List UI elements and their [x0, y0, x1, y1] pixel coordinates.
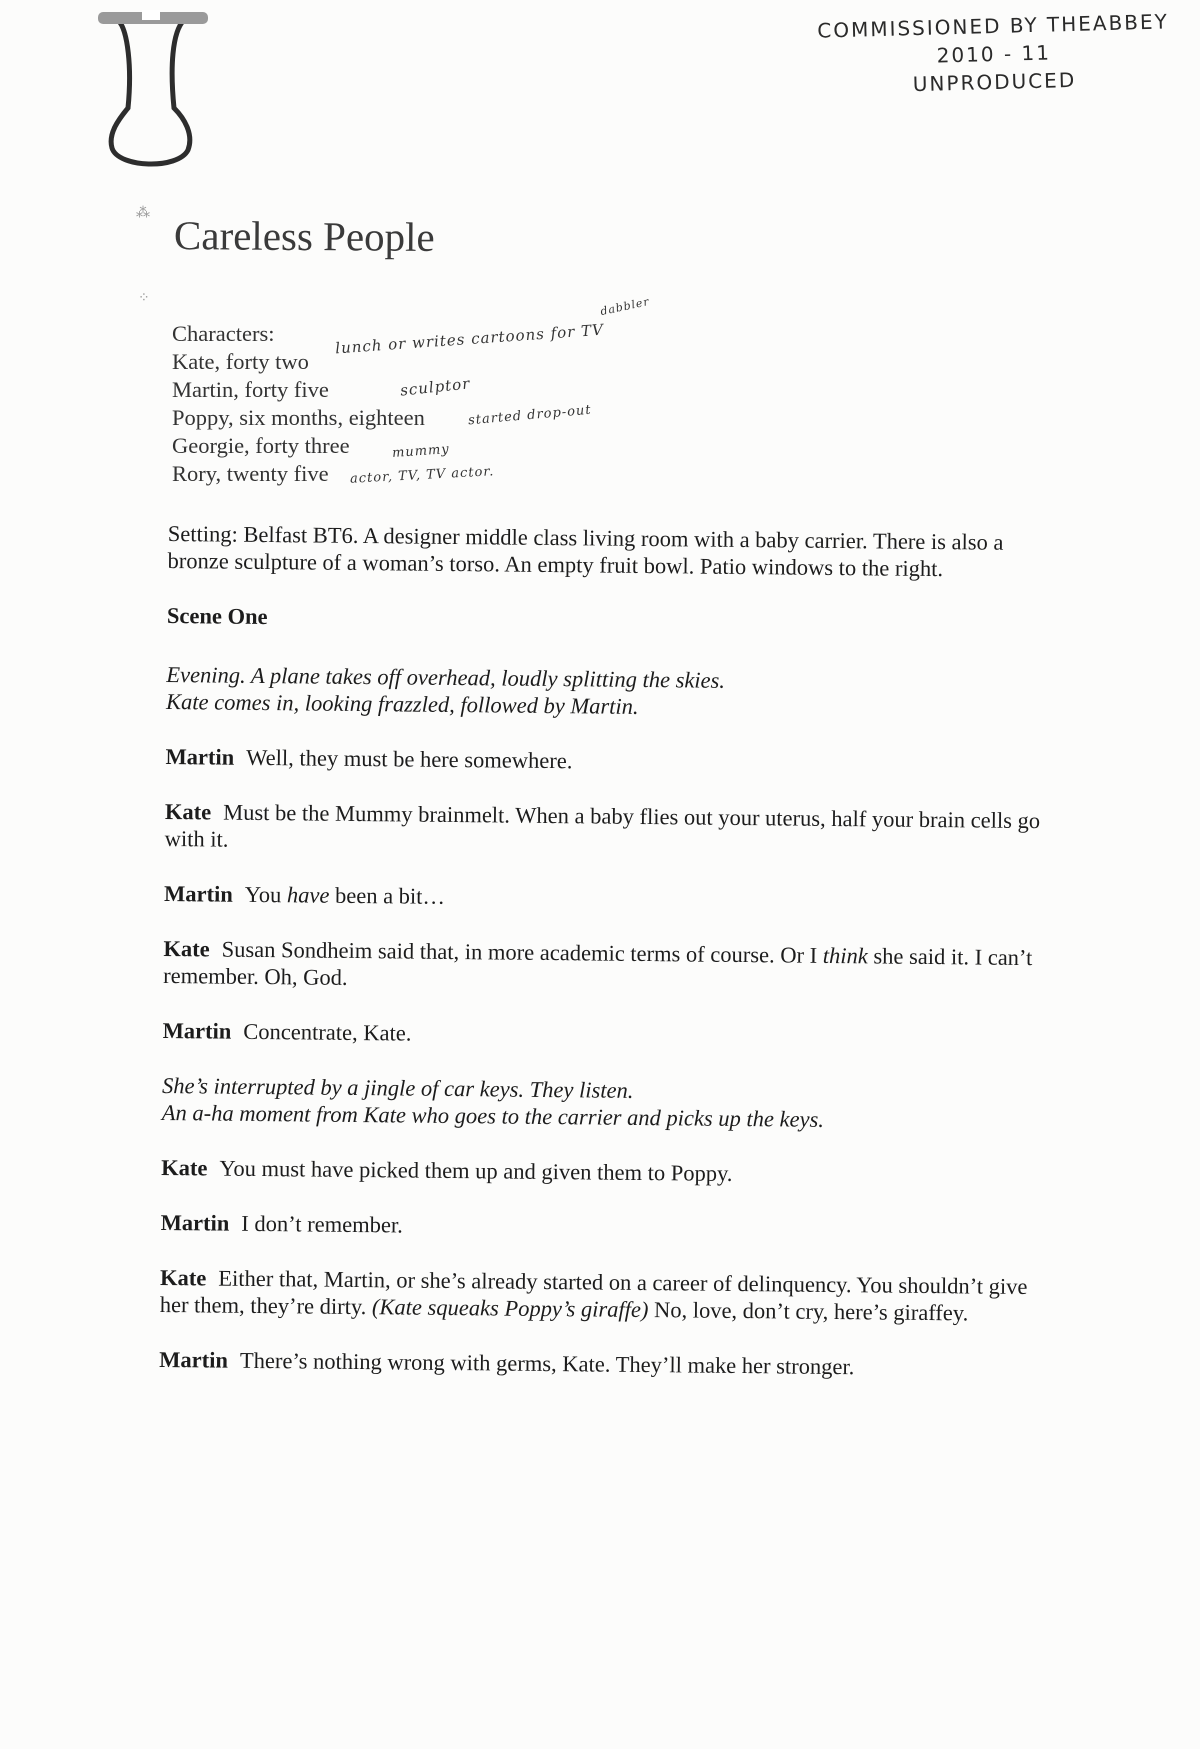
speaker-name: Martin [162, 1017, 232, 1044]
handwritten-note-kate: lunch or writes cartoons for TV [334, 320, 605, 358]
stage-line: An a-ha moment from Kate who goes to the carrier and picks up the keys. [161, 1099, 825, 1132]
dialogue-line [164, 880, 1064, 916]
commission-line: COMMISSIONED BY THEABBEY [817, 9, 1170, 43]
script-body [159, 520, 1068, 1410]
handwritten-commission-note [817, 7, 1171, 100]
speaker-name: Kate [161, 1154, 208, 1181]
character-poppy: Poppy, six months, eighteen [172, 405, 425, 430]
dialogue-text: You must have picked them up and given them to Poppy. [219, 1155, 733, 1186]
dialogue-line [159, 1346, 1059, 1382]
handwritten-note-georgie: mummy [391, 442, 451, 461]
dialogue-text: been a bit… [329, 882, 446, 909]
dialogue-text: Must be the Mummy brainmelt. When a baby flies out your uterus, half your brain cells go with it. [164, 799, 1041, 852]
dialogue-text: You [244, 881, 288, 908]
character-rory: Rory, twenty five [172, 461, 329, 486]
dialogue-text: Concentrate, Kate. [243, 1018, 412, 1046]
dialogue-text: Susan Sondheim said that, in more academic terms of course. Or I [221, 936, 823, 968]
speaker-name: Martin [159, 1346, 229, 1373]
dialogue-line [161, 1154, 1061, 1190]
emphasis: think [822, 942, 868, 969]
dialogue-line [160, 1264, 1061, 1327]
speaker-name: Kate [164, 798, 212, 825]
dialogue-text: No, love, don’t cry, here’s giraffey. [648, 1297, 969, 1326]
dialogue-text: I don’t remember. [241, 1210, 403, 1238]
stage-line: She’s interrupted by a jingle of car keys. They listen. [161, 1072, 634, 1103]
setting-paragraph: Setting: Belfast BT6. A designer middle class living room with a baby carrier. There is also a bronze sculpture of a woman’s torso. An empty fruit bowl. Patio windows to the right. [167, 520, 1004, 582]
scan-speck: ⁂ [136, 206, 150, 221]
emphasis: have [286, 882, 330, 908]
dialogue-text: Well, they must be here somewhere. [246, 744, 573, 774]
paper-clip-icon [98, 8, 208, 178]
page-title: Careless People [173, 212, 435, 260]
character-kate: Kate, forty two [172, 349, 309, 374]
scan-speck: ⁘ [138, 291, 150, 306]
dialogue-line [161, 1209, 1061, 1245]
dialogue-text: she said it. I can’t remember. Oh, God. [163, 943, 1033, 990]
stage-line: Evening. A plane takes off overhead, loudly splitting the skies. [166, 661, 726, 693]
speaker-name: Kate [163, 935, 210, 962]
unproduced-line: UNPRODUCED [912, 67, 1077, 97]
character-georgie: Georgie, forty three [172, 433, 350, 458]
stage-aside: (Kate squeaks Poppy’s giraffe) [371, 1294, 649, 1323]
handwritten-note-rory: actor, TV, TV actor. [349, 464, 495, 487]
dialogue-line [165, 743, 1065, 779]
years-line: 2010 - 11 [936, 40, 1052, 68]
handwritten-note-poppy: started drop-out [467, 402, 593, 429]
dialogue-line [163, 935, 1064, 998]
speaker-name: Kate [159, 1264, 207, 1291]
speaker-name: Martin [165, 743, 235, 770]
handwritten-note-dabbler: dabbler [599, 294, 651, 319]
stage-direction [166, 661, 1067, 724]
speaker-name: Martin [160, 1209, 230, 1236]
character-martin: Martin, forty five [172, 377, 329, 402]
dialogue-line [163, 1017, 1063, 1053]
characters-heading: Characters: [172, 321, 275, 346]
speaker-name: Martin [163, 880, 233, 907]
dialogue-line [165, 798, 1066, 861]
dialogue-text: There’s nothing wrong with germs, Kate. They’ll make her stronger. [239, 1347, 855, 1380]
dialogue-text: Either that, Martin, or she’s already started on a career of delinquency. You shouldn’t give her them, they’re dirty. [159, 1265, 1028, 1320]
scene-heading: Scene One [166, 602, 268, 630]
stage-line: Kate comes in, looking frazzled, followed by Martin. [165, 688, 639, 719]
handwritten-note-martin: sculptor [399, 374, 472, 400]
stage-direction [162, 1072, 1063, 1135]
